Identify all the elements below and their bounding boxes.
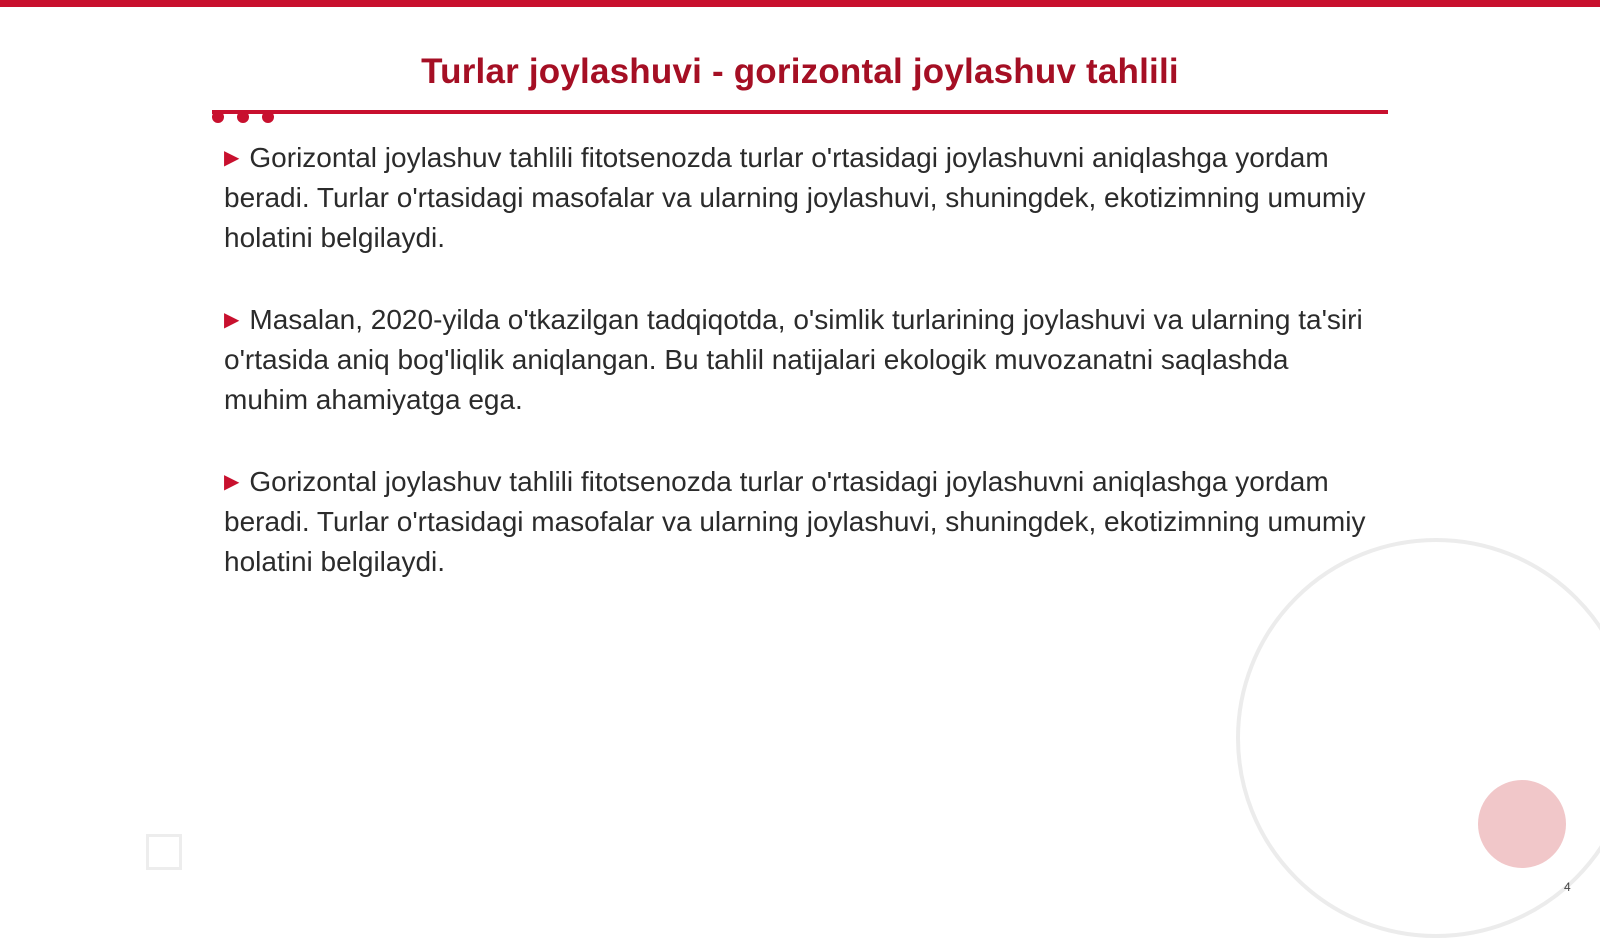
bullet-text: Masalan, 2020-yilda o'tkazilgan tadqiqotda, o'simlik turlarining joylashuvi va ularning ta'siri o'rtasida aniq bog'liqlik aniqlangan. Bu tahlil natijalari ekologik muvozanatni saqlashda muhim ahamiyatga ega.	[224, 304, 1363, 415]
slide-content	[224, 138, 1374, 624]
triangle-right-icon: ▶	[224, 309, 240, 331]
bullet-text: Gorizontal joylashuv tahlili fitotsenozda turlar o'rtasidagi joylashuvni aniqlashga yordam beradi. Turlar o'rtasidagi masofalar va ularning joylashuvi, shuningdek, ekotizimning umumiy holatini belgilaydi.	[224, 142, 1366, 253]
dot-3	[262, 111, 274, 123]
decorative-square	[146, 834, 182, 870]
bullet-item-1	[224, 138, 1374, 258]
top-accent-bar	[0, 0, 1600, 7]
triangle-right-icon: ▶	[224, 471, 240, 493]
bullet-text: Gorizontal joylashuv tahlili fitotsenozda turlar o'rtasidagi joylashuvni aniqlashga yordam beradi. Turlar o'rtasidagi masofalar va ularning joylashuvi, shuningdek, ekotizimning umumiy holatini belgilaydi.	[224, 466, 1366, 577]
title-underline	[212, 110, 1388, 114]
dot-1	[212, 111, 224, 123]
dot-2	[237, 111, 249, 123]
bullet-item-2	[224, 300, 1374, 420]
bullet-item-3	[224, 462, 1374, 582]
page-number: 4	[1564, 880, 1571, 894]
decorative-circle	[1478, 780, 1566, 868]
slide-title: Turlar joylashuvi - gorizontal joylashuv tahlili	[421, 52, 1179, 91]
triangle-right-icon: ▶	[224, 147, 240, 169]
